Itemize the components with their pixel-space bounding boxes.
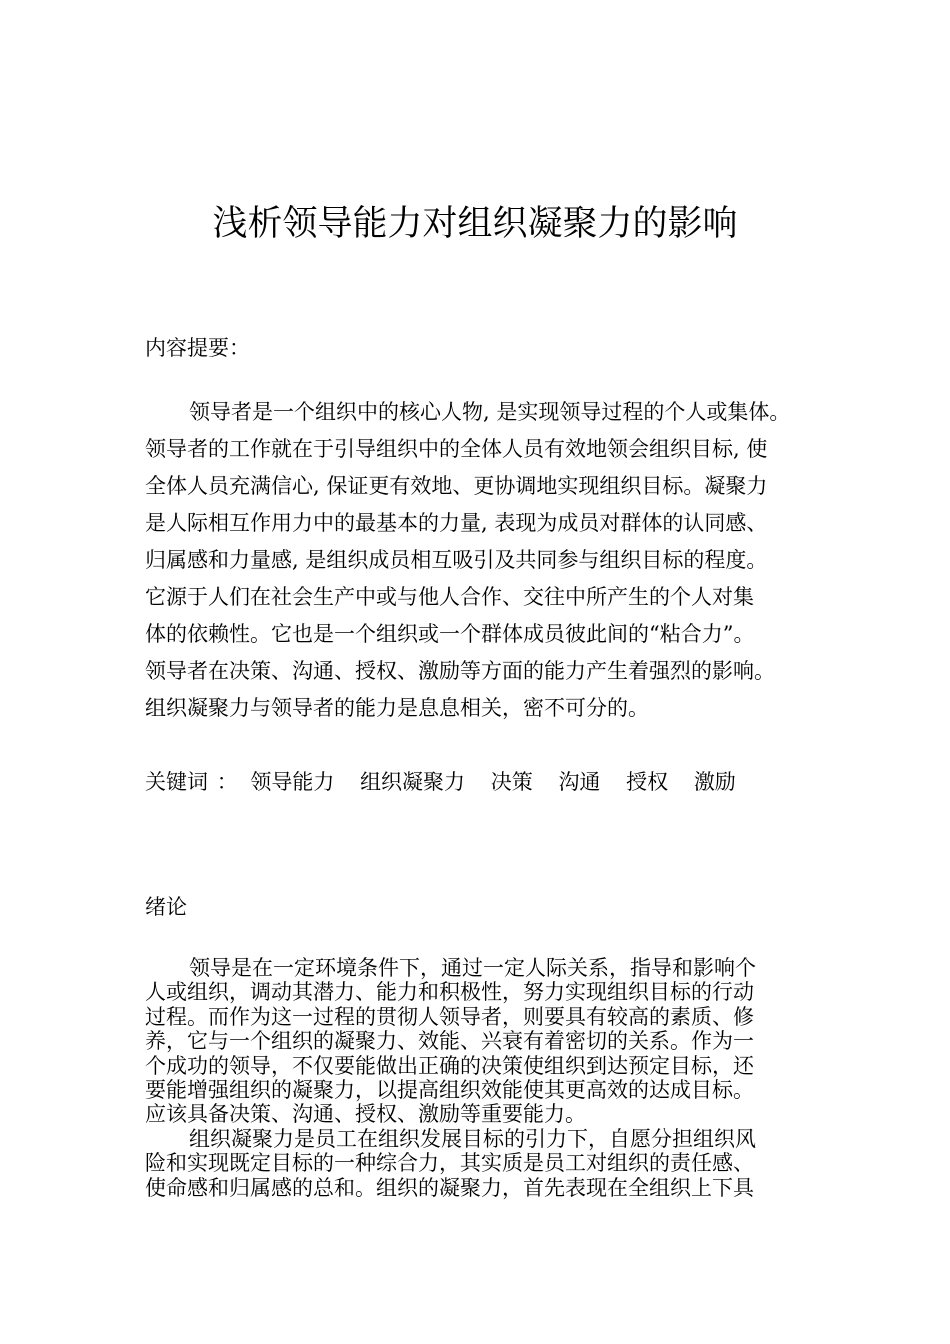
keywords-separator: ： [216,770,238,794]
document-title: 浅析领导能力对组织凝聚力的影响 [212,204,738,244]
introduction-body [145,956,825,1200]
introduction-line: 养，它与一个组织的凝聚力、效能、兴衰有着密切的关系。作为一 [145,1029,754,1054]
abstract-line: 领导者的工作就在于引导组织中的全体人员有效地领会组织目标, 使 [145,437,768,461]
abstract-line: 组织凝聚力与领导者的能力是息息相关，密不可分的。 [145,696,649,720]
abstract-line: 归属感和力量感, 是组织成员相互吸引及共同参与组织目标的程度。 [145,548,768,572]
introduction-line: 应该具备决策、沟通、授权、激励等重要能力。 [145,1102,586,1127]
abstract-line: 领导者在决策、沟通、授权、激励等方面的能力产生着强烈的影响。 [145,659,775,683]
keyword: 授权 [626,770,669,794]
abstract-line: 是人际相互作用力中的最基本的力量, 表现为成员对群体的认同感、 [145,511,768,535]
keyword: 激励 [693,770,736,794]
introduction-line: 人或组织，调动其潜力、能力和积极性，努力实现组织目标的行动 [145,980,754,1005]
abstract-heading: 内容提要： [145,336,250,360]
keyword: 沟通 [558,770,601,794]
keywords-row [145,766,755,798]
introduction-line: 领导是在一定环境条件下，通过一定人际关系，指导和影响个 [189,956,756,980]
abstract-line: 领导者是一个组织中的核心人物, 是实现领导过程的个人或集体。 [189,400,791,424]
keyword: 组织凝聚力 [360,770,466,794]
abstract-line: 全体人员充满信心, 保证更有效地、更协调地实现组织目标。凝聚力 [145,474,768,498]
keyword: 领导能力 [250,770,335,794]
introduction-line: 个成功的领导，不仅要能做出正确的决策使组织到达预定目标，还 [145,1053,754,1078]
keywords-label: 关键词 [145,770,208,794]
introduction-line: 险和实现既定目标的一种综合力，其实质是员工对组织的责任感、 [145,1151,754,1176]
introduction-heading: 绪论 [145,895,187,919]
introduction-line: 使命感和归属感的总和。组织的凝聚力，首先表现在全组织上下具 [145,1175,754,1200]
abstract-line: 体的依赖性。它也是一个组织或一个群体成员彼此间的“粘合力”。 [145,622,755,646]
keyword: 决策 [490,770,533,794]
introduction-line: 组织凝聚力是员工在组织发展目标的引力下，自愿分担组织风 [189,1126,756,1151]
introduction-line: 要能增强组织的凝聚力，以提高组织效能使其更高效的达成目标。 [145,1078,754,1103]
abstract-body [145,394,825,727]
introduction-line: 过程。而作为这一过程的贯彻人领导者，则要具有较高的素质、修 [145,1004,754,1029]
abstract-line: 它源于人们在社会生产中或与他人合作、交往中所产生的个人对集 [145,585,754,609]
